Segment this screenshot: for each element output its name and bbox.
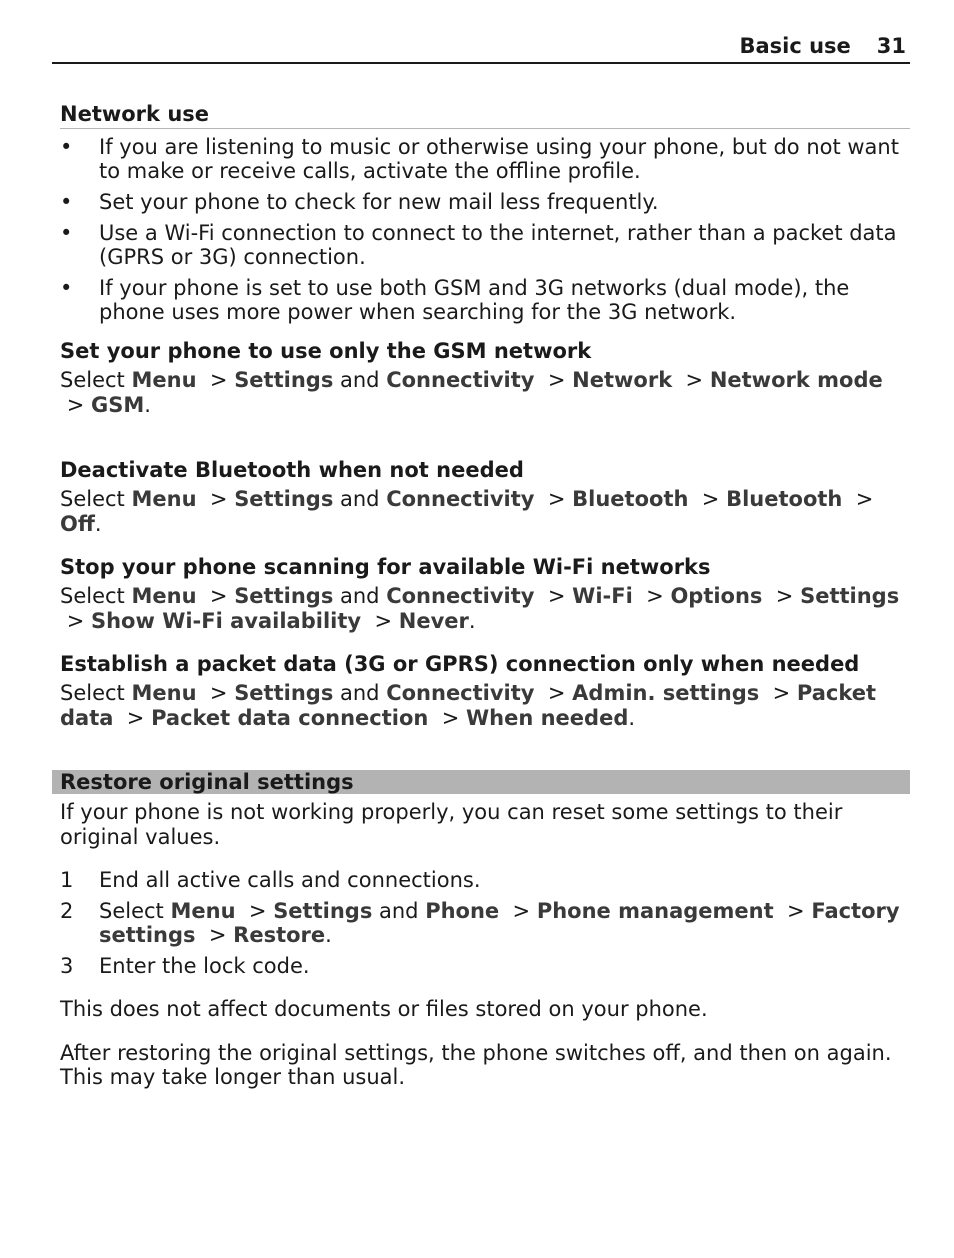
path-separator: > [66,392,85,417]
select-text: Select [60,681,125,705]
path-separator: > [66,608,85,633]
menu-path-item: Packet data connection [151,705,429,730]
bullet-icon: • [60,135,73,159]
menu-path-item: Restore [233,923,326,947]
path-separator: > [126,705,145,730]
select-text: Select [60,584,125,608]
path-separator: > [209,681,228,705]
menu-path-item: Connectivity [386,681,535,705]
menu-path-item: Settings [800,584,900,608]
packet-heading: Establish a packet data (3G or GPRS) connection only when needed [60,652,860,676]
list-item-text: If you are listening to music or otherwise using your phone, but do not want to make or receive calls, activate the offline profile. [99,135,899,183]
path-separator: > [787,898,805,923]
select-text: Select [60,368,125,392]
and-text: and [340,681,380,705]
path-separator: > [646,584,664,608]
restore-heading: Restore original settings [52,770,910,794]
bullet-icon: • [60,276,73,300]
list-item-text: Set your phone to check for new mail less frequently. [99,190,659,214]
menu-path-item: Menu [131,487,197,511]
menu-path-item: Settings [234,368,334,392]
and-text: and [379,898,419,923]
and-text: and [340,487,380,511]
bullet-icon: • [60,221,73,245]
path-separator: > [441,705,460,730]
menu-path-item: Menu [131,584,197,608]
step-number: 2 [60,898,74,923]
list-item [60,276,910,324]
bluetooth-instructions [60,487,910,536]
menu-path-item: Connectivity [386,487,535,511]
list-item-text: If your phone is set to use both GSM and 3G networks (dual mode), the phone uses more power when searching for the 3G network. [99,276,850,324]
path-separator: > [209,487,228,511]
path-separator: > [547,487,566,511]
path-separator: > [685,368,704,392]
network-use-heading: Network use [60,100,910,129]
list-item [60,954,910,979]
step-number: 1 [60,868,74,892]
gsm-heading: Set your phone to use only the GSM network [60,339,592,363]
path-separator: > [855,487,874,511]
menu-path-item: Settings [234,584,334,608]
period-text: . [468,608,476,633]
network-use-list [60,135,910,324]
restore-steps [60,868,910,978]
and-text: and [340,368,380,392]
bluetooth-heading: Deactivate Bluetooth when not needed [60,458,524,482]
menu-path-item: Phone [425,898,500,923]
menu-path-item: Factory settings [99,898,900,947]
menu-path-item: GSM [90,392,145,417]
path-separator: > [772,681,791,705]
menu-path-item: Admin. settings [572,681,760,705]
path-separator: > [547,584,566,608]
restore-note-2: After restoring the original settings, the phone switches off, and then on again. This may take longer than usual. [60,1040,892,1089]
page-content [60,100,910,1090]
wifi-instructions [60,584,910,633]
path-separator: > [374,608,393,633]
path-separator: > [209,584,228,608]
menu-path-item: Network mode [709,368,883,392]
list-item [60,899,910,948]
menu-path-item: Connectivity [386,584,535,608]
path-separator: > [701,487,720,511]
select-text: Select [60,487,125,511]
menu-path-item: Menu [170,898,236,923]
list-item-text: Use a Wi-Fi connection to connect to the internet, rather than a packet data (GPRS or 3G) connection. [99,221,897,269]
list-item [60,190,910,214]
path-separator: > [209,368,228,392]
menu-path-item: Packet data [60,681,877,730]
menu-path-item: Settings [273,898,373,923]
menu-path-item: Show Wi-Fi availability [90,608,362,633]
menu-path-item: Settings [234,487,334,511]
path-separator: > [547,368,566,392]
menu-path-item: Settings [234,681,334,705]
period-text: . [94,511,102,536]
gsm-instructions [60,368,910,417]
restore-note-1: This does not affect documents or files stored on your phone. [60,997,708,1021]
menu-path-item: Menu [131,681,197,705]
period-text: . [628,705,636,730]
path-separator: > [248,898,267,923]
menu-path-item: Never [398,608,469,633]
menu-path-item: Wi-Fi [572,584,633,608]
and-text: and [340,584,380,608]
step-text: Enter the lock code. [99,953,310,978]
path-separator: > [547,681,566,705]
list-item [60,135,910,183]
section-title: Basic use [739,34,851,58]
list-item [60,868,910,893]
period-text: . [325,923,332,947]
menu-path-item: Off [60,511,95,536]
page-number: 31 [876,34,906,58]
step-number: 3 [60,953,74,978]
page-header [52,34,910,64]
menu-path-item: Options [670,584,763,608]
step-text: End all active calls and connections. [99,868,481,892]
path-separator: > [512,898,531,923]
menu-path-item: When needed [465,705,629,730]
path-separator: > [775,584,794,608]
menu-path-item: Connectivity [386,368,535,392]
packet-instructions [60,681,910,730]
path-separator: > [208,923,227,947]
period-text: . [144,392,151,417]
bullet-icon: • [60,190,73,214]
list-item [60,221,910,269]
restore-intro: If your phone is not working properly, you can reset some settings to their original values. [60,800,843,849]
menu-path-item: Menu [131,368,197,392]
menu-path-item: Bluetooth [726,487,843,511]
menu-path-item: Network [572,368,673,392]
select-text: Select [99,898,164,923]
menu-path-item: Bluetooth [572,487,689,511]
wifi-heading: Stop your phone scanning for available Wi-Fi networks [60,555,711,579]
menu-path-item: Phone management [536,898,774,923]
